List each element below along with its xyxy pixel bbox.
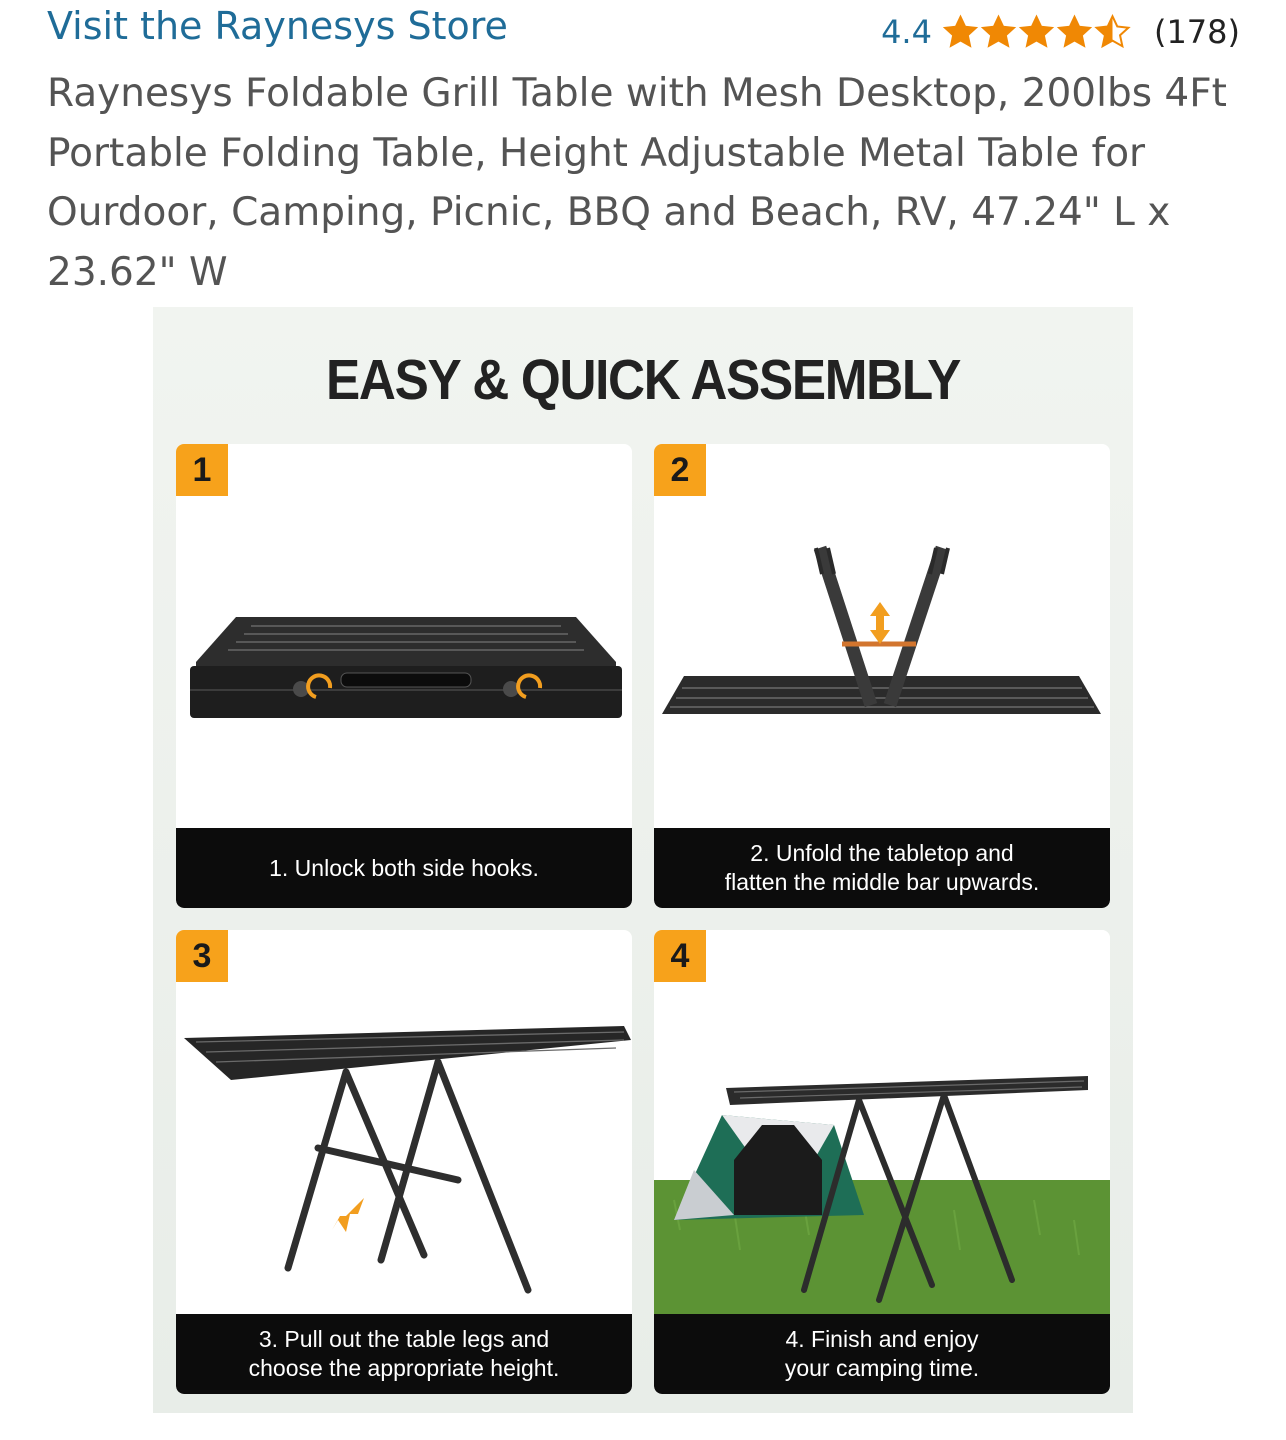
- star-icon: [980, 14, 1017, 51]
- step-caption: 4. Finish and enjoy your camping time.: [654, 1314, 1110, 1394]
- star-icon: [1056, 14, 1093, 51]
- step-number-badge: 4: [654, 930, 706, 982]
- folded-table-case-image: [176, 444, 632, 828]
- rating-summary[interactable]: [881, 10, 1240, 54]
- product-title: Raynesys Foldable Grill Table with Mesh Desktop, 200lbs 4Ft Portable Folding Table, Height Adjustable Metal Table for Ourdoor, Camping, Picnic, BBQ and Beach, RV, 47.24" L x 23.62" W: [47, 71, 1227, 295]
- unfolding-tabletop-image: [654, 444, 1110, 828]
- step-caption: 1. Unlock both side hooks.: [176, 828, 632, 908]
- step-caption: 3. Pull out the table legs and choose the appropriate height.: [176, 1314, 632, 1394]
- rating-count-link[interactable]: (178): [1153, 13, 1240, 51]
- step-number-badge: 3: [176, 930, 228, 982]
- store-link[interactable]: Visit the Raynesys Store: [47, 4, 508, 48]
- rating-value: 4.4: [881, 13, 932, 51]
- finished-table-camping-image: [654, 930, 1110, 1314]
- step-card-3: [176, 930, 632, 1394]
- step-card-2: [654, 444, 1110, 908]
- pulling-out-legs-image: [176, 930, 632, 1314]
- step-card-1: [176, 444, 632, 908]
- step-card-4: [654, 930, 1110, 1394]
- star-icon: [1018, 14, 1055, 51]
- product-image-assembly-infographic[interactable]: [153, 307, 1133, 1413]
- infographic-heading: EASY & QUICK ASSEMBLY: [326, 348, 960, 412]
- step-number-badge: 1: [176, 444, 228, 496]
- star-icon: [942, 14, 979, 51]
- step-caption: 2. Unfold the tabletop and flatten the middle bar upwards.: [654, 828, 1110, 908]
- star-rating[interactable]: [942, 14, 1132, 51]
- half-star-icon: [1094, 14, 1131, 51]
- step-number-badge: 2: [654, 444, 706, 496]
